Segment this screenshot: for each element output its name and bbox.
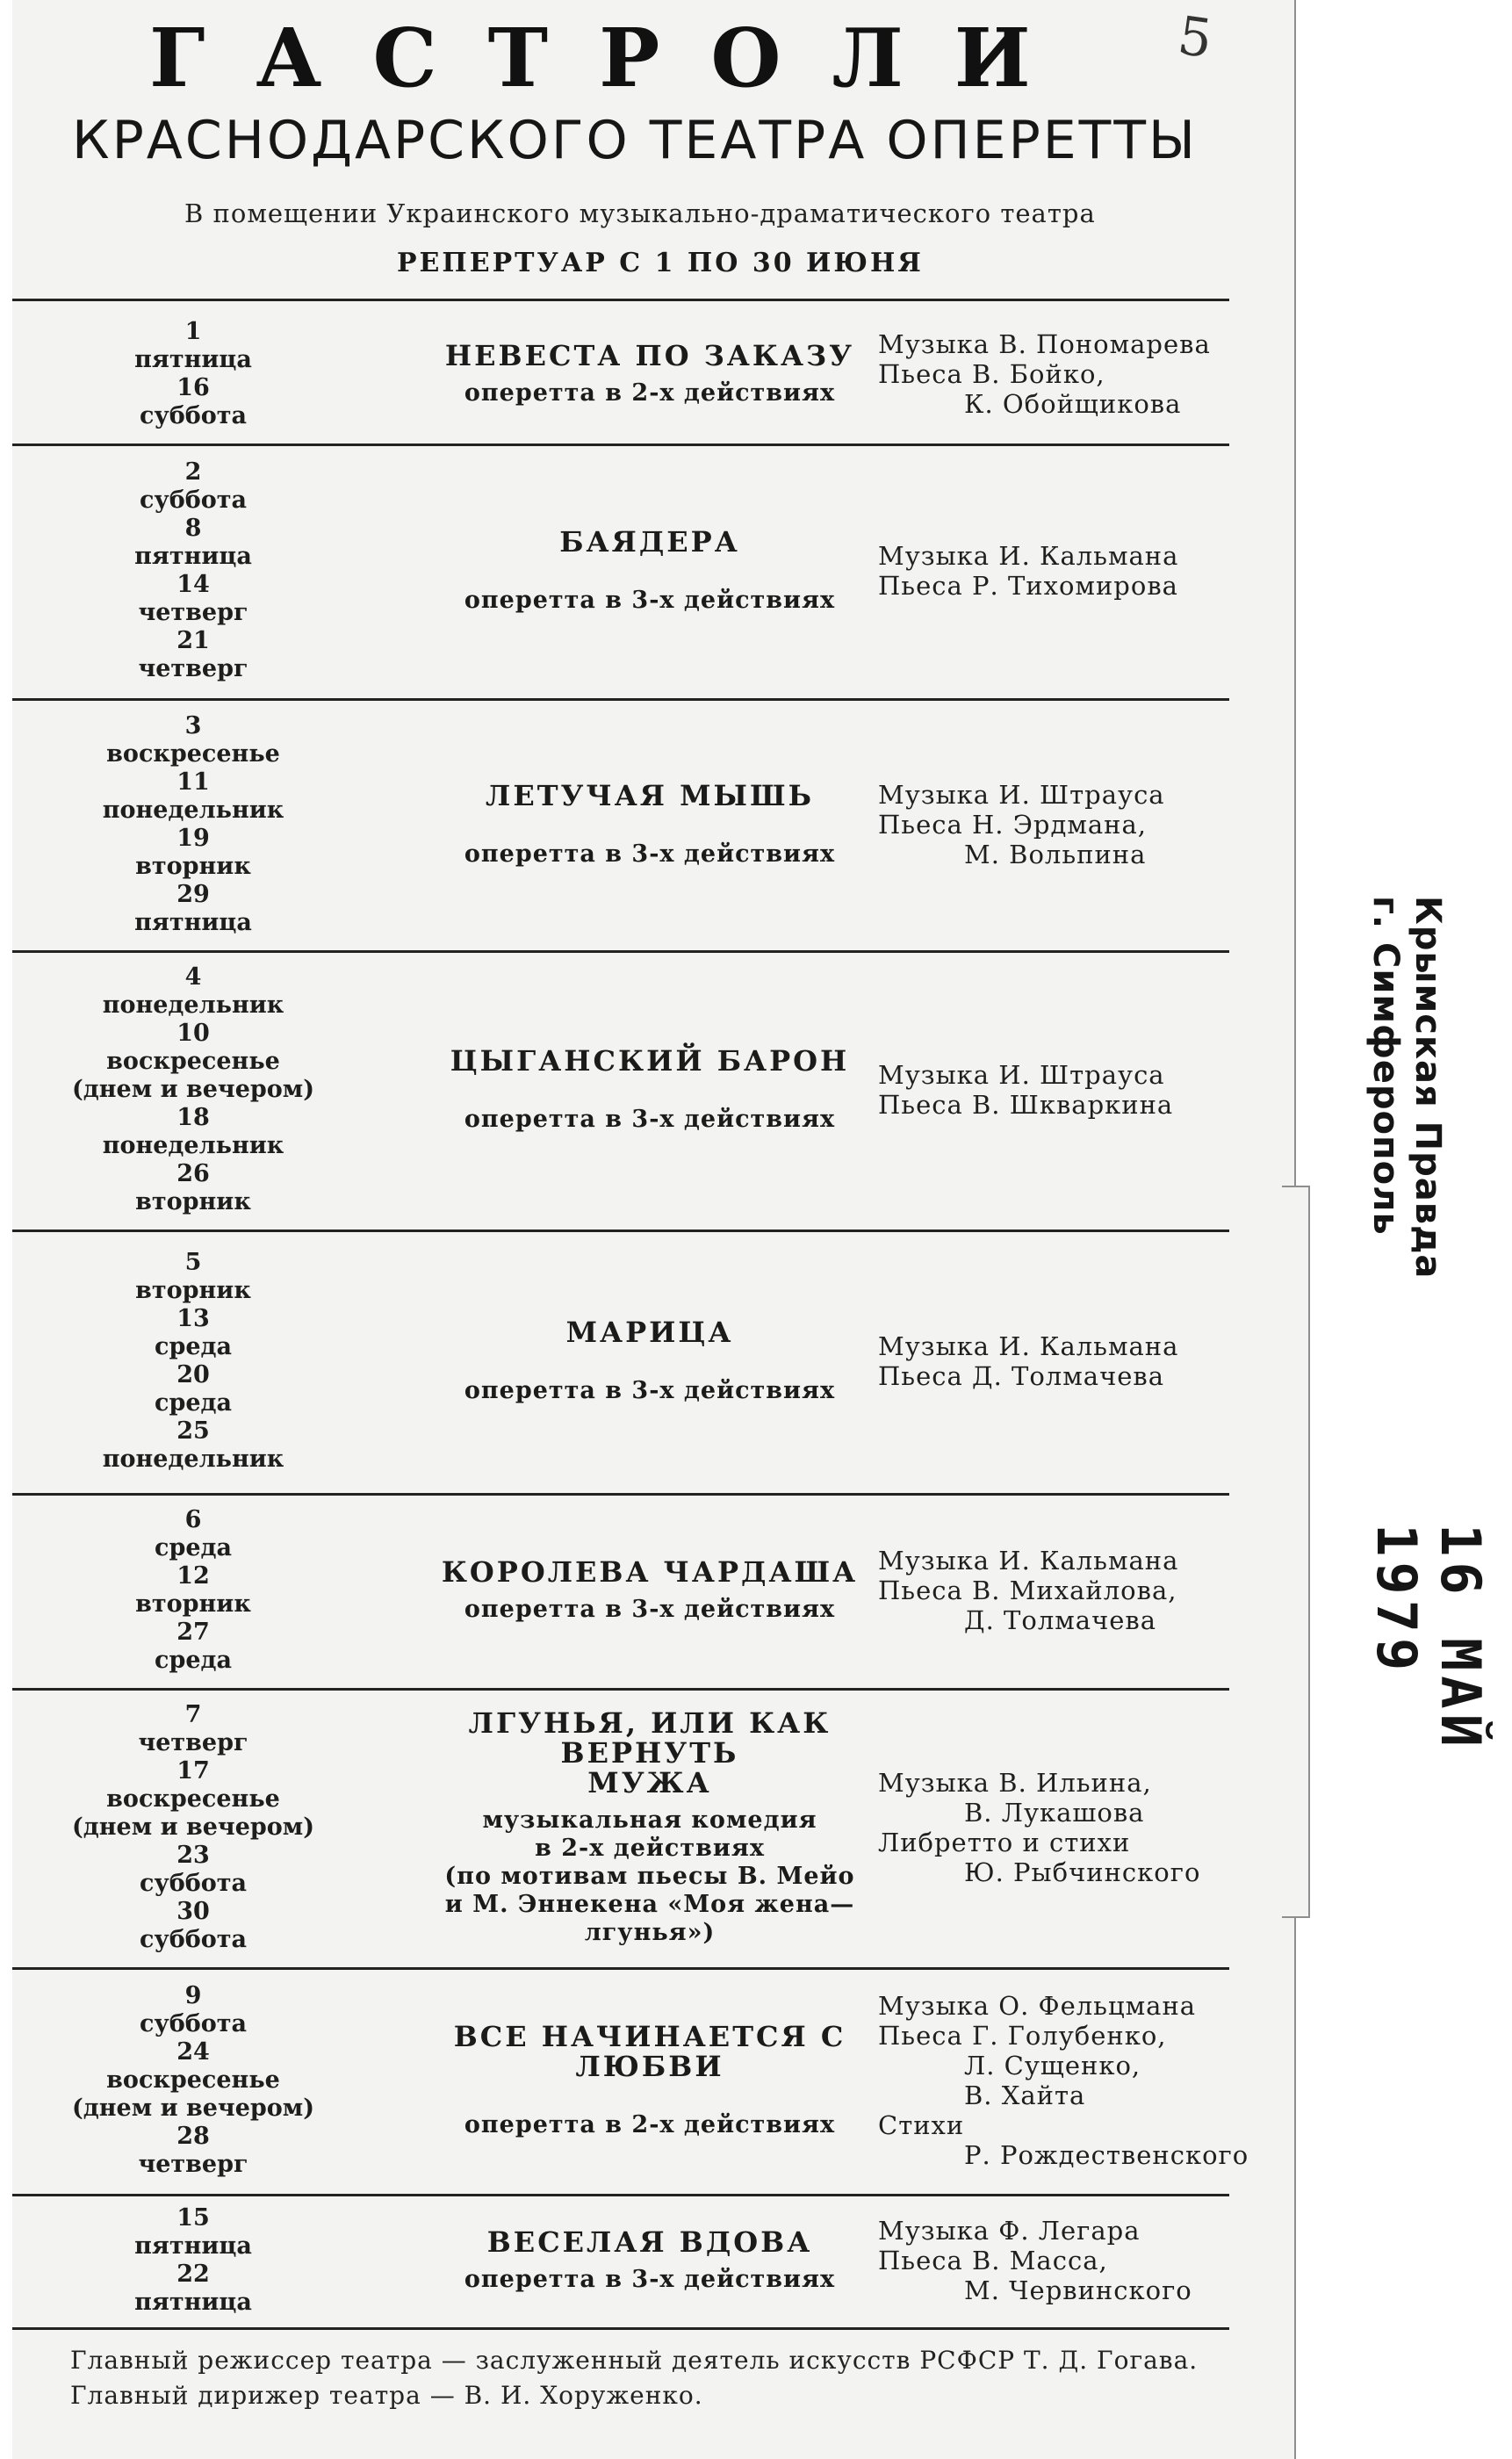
page-subtitle: КРАСНОДАРСКОГО ТЕАТРА ОПЕРЕТТЫ (72, 110, 1198, 171)
row-divider (12, 950, 1229, 953)
date-line: среда (155, 1333, 232, 1360)
date-line: 22 (176, 2261, 210, 2288)
date-line: 14 (176, 571, 210, 598)
credit-line: Стихи (878, 2110, 965, 2140)
date-line: 13 (176, 1305, 210, 1332)
footer-credits (70, 2343, 1247, 2413)
play-genre: оперетта в 3-х действиях (464, 587, 836, 614)
date-line: (днем и вечером) (72, 1814, 314, 1841)
play-title: КОРОЛЕВА ЧАРДАША (441, 1555, 859, 1589)
row-divider (12, 1230, 1229, 1232)
performance-dates (53, 458, 334, 683)
date-line: 25 (176, 1417, 210, 1445)
chief-conductor-line: Главный дирижер театра — В. И. Хоруженко. (70, 2381, 703, 2410)
date-line: среда (155, 1534, 232, 1561)
date-line: 4 (184, 963, 202, 991)
date-line: 10 (176, 1020, 210, 1047)
schedule-row (0, 2194, 1282, 2327)
credit-line: Музыка И. Кальмана (878, 1546, 1179, 1576)
date-line: 5 (184, 1249, 202, 1276)
date-line: воскресенье (106, 1048, 280, 1075)
handwritten-mark: 5 (1174, 4, 1216, 71)
date-line: четверг (138, 599, 248, 626)
row-divider (12, 698, 1229, 701)
row-divider (12, 1688, 1229, 1691)
play-info (386, 778, 913, 869)
publication-city: г. Симферополь (1365, 896, 1406, 1236)
play-info (386, 2227, 913, 2294)
page-title: ГАСТРОЛИ (149, 11, 1082, 105)
clipping-edge (1282, 1186, 1310, 1918)
date-line: пятница (134, 2232, 252, 2260)
play-genre: оперетта в 2-х действиях (464, 2111, 836, 2138)
row-divider (12, 443, 1229, 446)
credit-line: М. Червинского (964, 2275, 1192, 2305)
schedule-row (0, 1230, 1282, 1493)
play-credits (878, 1768, 1247, 1887)
date-line: 17 (176, 1757, 210, 1785)
date-line: 16 (176, 373, 210, 401)
performance-dates (53, 318, 334, 430)
date-line: 30 (176, 1898, 210, 1925)
date-line: 26 (176, 1160, 210, 1187)
play-credits (878, 329, 1247, 419)
credit-line: Р. Рождественского (964, 2140, 1249, 2170)
row-divider (12, 1493, 1229, 1496)
row-divider (12, 2194, 1229, 2196)
date-line: пятница (134, 908, 252, 936)
play-credits (878, 541, 1247, 601)
performance-dates (53, 1982, 334, 2179)
date-line: воскресенье (106, 739, 280, 768)
credit-line: Л. Сущенко, (964, 2051, 1141, 2080)
date-line: 2 (184, 458, 202, 486)
date-line: понедельник (102, 1446, 284, 1473)
play-title: МАРИЦА (565, 1316, 734, 1349)
play-title: БАЯДЕРА (559, 525, 740, 559)
credit-line: Ю. Рыбчинского (964, 1857, 1201, 1887)
date-line: 29 (176, 880, 210, 908)
date-line: 9 (184, 1982, 202, 2009)
date-line: 6 (184, 1506, 202, 1533)
date-line: суббота (140, 2010, 247, 2037)
play-info (386, 1708, 913, 1947)
credit-line: Пьеса Н. Эрдмана, (878, 809, 1148, 840)
play-genre: оперетта в 3-х действиях (464, 2266, 836, 2293)
performance-dates (53, 1701, 334, 1954)
schedule-row (0, 1493, 1282, 1688)
schedule-row (0, 698, 1282, 950)
date-line: четверг (138, 2151, 248, 2178)
date-line: 1 (184, 317, 202, 345)
date-line: 7 (184, 1701, 202, 1728)
publication-name: Крымская Правда (1408, 896, 1448, 1280)
date-line: 21 (176, 627, 210, 654)
schedule-row (0, 1688, 1282, 1967)
credit-line: Пьеса Г. Голубенко, (878, 2021, 1167, 2051)
play-title: МУЖА (587, 1766, 712, 1799)
credit-line: Музыка О. Фельцмана (878, 1991, 1197, 2021)
date-line: вторник (135, 1590, 251, 1618)
date-line: среда (155, 1389, 232, 1417)
credit-line: Пьеса Р. Тихомирова (878, 571, 1178, 601)
performance-dates (53, 2204, 334, 2317)
schedule-row (0, 443, 1282, 698)
chief-director-line: Главный режиссер театра — заслуженный деятель искусств РСФСР Т. Д. Гогава. (70, 2346, 1199, 2375)
credit-line: Д. Толмачева (964, 1605, 1157, 1635)
play-info (386, 1557, 913, 1624)
performance-dates (53, 1506, 334, 1675)
date-line: суббота (140, 401, 247, 429)
play-genre: оперетта в 3-х действиях (464, 1106, 836, 1133)
credit-line: Музыка В. Пономарева (878, 328, 1211, 359)
credit-line: Музыка Ф. Легара (878, 2216, 1141, 2246)
play-title: ЛЕТУЧАЯ МЫШЬ (486, 778, 814, 812)
publication-stamp (1364, 896, 1449, 1352)
credit-line: Пьеса Д. Толмачева (878, 1361, 1165, 1391)
credit-line: Пьеса В. Бойко, (878, 358, 1105, 389)
play-credits (878, 1331, 1247, 1391)
date-line: четверг (138, 655, 248, 682)
play-title: ВСЕ НАЧИНАЕТСЯ С ЛЮБВИ (453, 2020, 846, 2083)
date-line: пятница (134, 2289, 252, 2316)
date-line: 24 (176, 2038, 210, 2066)
date-line: суббота (140, 1870, 247, 1897)
repertoire-heading: РЕПЕРТУАР С 1 ПО 30 ИЮНЯ (397, 248, 924, 278)
date-line: суббота (140, 487, 247, 514)
play-genre: в 2-х действиях (535, 1835, 765, 1862)
credit-line: Пьеса В. Михайлова, (878, 1576, 1177, 1605)
date-line: 8 (184, 515, 202, 542)
play-info (386, 527, 913, 615)
credit-line: Музыка В. Ильина, (878, 1768, 1152, 1798)
credit-line: Музыка И. Кальмана (878, 1331, 1179, 1361)
credit-line: В. Лукашова (964, 1798, 1145, 1828)
play-genre: оперетта в 2-х действиях (464, 379, 836, 407)
row-divider (12, 2327, 1229, 2330)
date-line: понедельник (102, 1132, 284, 1159)
play-title: ВЕСЕЛАЯ ВДОВА (486, 2225, 813, 2259)
date-line: пятница (134, 543, 252, 570)
date-stamp: 16 МАЙ 1979 (1364, 1524, 1493, 1752)
play-info (386, 1046, 913, 1134)
schedule-row (0, 950, 1282, 1230)
play-genre: и М. Эннекена «Моя жена—лгунья») (444, 1891, 855, 1946)
date-line: 28 (176, 2123, 210, 2150)
date-line: 23 (176, 1842, 210, 1869)
schedule-row (0, 1967, 1282, 2194)
play-genre: оперетта в 3-х действиях (464, 1596, 836, 1623)
performance-dates (53, 963, 334, 1216)
play-genre: музыкальная комедия (482, 1806, 817, 1834)
venue-line: В помещении Украинского музыкально-драматического театра (184, 198, 1096, 228)
schedule-row (0, 304, 1282, 443)
date-line: понедельник (102, 796, 284, 824)
play-credits (878, 2216, 1247, 2305)
date-line: вторник (135, 852, 251, 880)
row-divider (12, 299, 1229, 301)
play-genre: оперетта в 3-х действиях (464, 1377, 836, 1404)
date-line: пятница (134, 345, 252, 373)
play-title: ЛГУНЬЯ, ИЛИ КАК ВЕРНУТЬ (468, 1706, 832, 1770)
credit-line: В. Хайта (964, 2080, 1086, 2110)
date-line: 19 (176, 824, 210, 852)
date-line: вторник (135, 1277, 251, 1304)
date-line: суббота (140, 1926, 247, 1953)
date-line: 15 (176, 2204, 210, 2232)
date-line: 20 (176, 1361, 210, 1388)
credit-line: Пьеса В. Шкваркина (878, 1090, 1174, 1120)
credit-line: Музыка И. Штрауса (878, 779, 1165, 810)
play-credits (878, 780, 1247, 869)
play-info (386, 338, 913, 407)
play-title: НЕВЕСТА ПО ЗАКАЗУ (444, 338, 855, 372)
date-line: 12 (176, 1562, 210, 1590)
date-line: вторник (135, 1188, 251, 1215)
credit-line: Либретто и стихи (878, 1828, 1131, 1857)
date-line: среда (155, 1647, 232, 1674)
play-genre: (по мотивам пьесы В. Мейо (444, 1863, 855, 1890)
performance-dates (53, 712, 334, 937)
date-line: (днем и вечером) (72, 2095, 314, 2122)
date-line: 11 (176, 768, 210, 796)
play-genre: оперетта в 3-х действиях (464, 840, 836, 868)
play-credits (878, 1991, 1247, 2170)
play-credits (878, 1546, 1247, 1635)
performance-dates (53, 1249, 334, 1474)
credit-line: К. Обойщикова (964, 388, 1182, 419)
credit-line: Пьеса В. Масса, (878, 2246, 1108, 2275)
play-info (386, 1317, 913, 1405)
date-line: 3 (184, 711, 202, 739)
credit-line: Музыка И. Штрауса (878, 1060, 1165, 1090)
credit-line: М. Вольпина (964, 839, 1147, 869)
date-line: воскресенье (106, 2066, 280, 2094)
credit-line: Музыка И. Кальмана (878, 541, 1179, 571)
date-line: воскресенье (106, 1785, 280, 1813)
date-line: 18 (176, 1104, 210, 1131)
play-credits (878, 1060, 1247, 1120)
date-line: 27 (176, 1619, 210, 1646)
play-title: ЦЫГАНСКИЙ БАРОН (450, 1044, 850, 1078)
row-divider (12, 1967, 1229, 1970)
date-line: четверг (138, 1729, 248, 1756)
play-info (386, 2022, 913, 2139)
date-line: понедельник (102, 992, 284, 1019)
date-line: (днем и вечером) (72, 1076, 314, 1103)
